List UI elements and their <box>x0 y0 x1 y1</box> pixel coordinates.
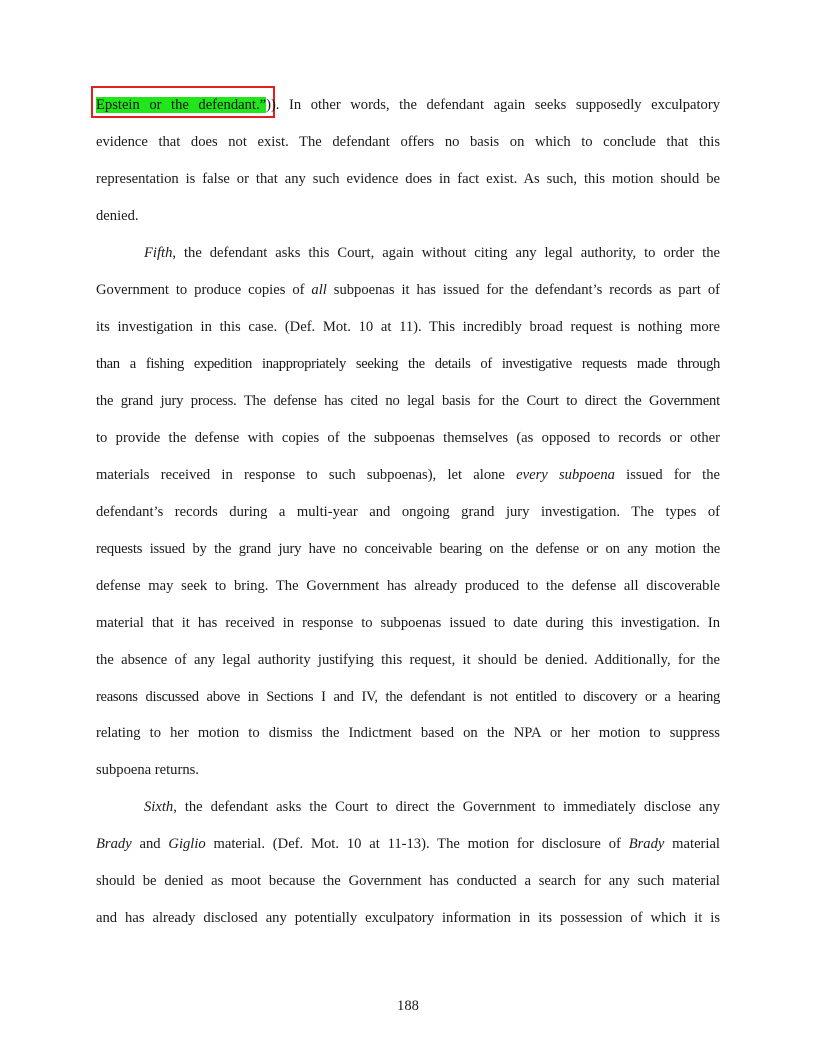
text-line-5: Fifth, the defendant asks this Court, again without citing any legal authority, to order the <box>144 245 720 261</box>
text-line-2: evidence that does not exist. The defendant offers no basis on which to conclude that this <box>96 134 720 150</box>
page-number: 188 <box>397 998 419 1014</box>
text-line-17: reasons discussed above in Sections I and IV, the defendant is not entitled to discovery or a hearing <box>96 689 720 705</box>
text-line-16: the absence of any legal authority justifying this request, it should be denied. Additionally, for the <box>96 652 720 668</box>
text-line-18: relating to her motion to dismiss the Indictment based on the NPA or her motion to suppress <box>96 725 720 741</box>
text-line-15: material that it has received in response to subpoenas issued to date during this investigation. In <box>96 615 720 631</box>
text-line-8: than a fishing expedition inappropriately seeking the details of investigative requests made through <box>96 356 720 372</box>
text-line-11: materials received in response to such subpoenas), let alone every subpoena issued for the <box>96 467 720 483</box>
text-line-9: the grand jury process. The defense has cited no legal basis for the Court to direct the Government <box>96 393 720 409</box>
text-line-12: defendant’s records during a multi-year and ongoing grand jury investigation. The types of <box>96 504 720 520</box>
text-line-21: Brady and Giglio material. (Def. Mot. 10 at 11-13). The motion for disclosure of Brady material <box>96 836 720 852</box>
text-line-14: defense may seek to bring. The Government has already produced to the defense all discoverable <box>96 578 720 594</box>
text-line-6: Government to produce copies of all subpoenas it has issued for the defendant’s records as part of <box>96 282 721 298</box>
text-line-4: denied. <box>96 208 139 224</box>
highlighted-text: Epstein or the defendant.” <box>96 97 267 113</box>
text-line-13: requests issued by the grand jury have no conceivable bearing on the defense or on any motion the <box>96 541 720 557</box>
text-line-10: to provide the defense with copies of the subpoenas themselves (as opposed to records or other <box>96 430 720 446</box>
text-line-1: Epstein or the defendant.”)). In other words, the defendant again seeks supposedly exculpatory <box>96 97 720 113</box>
text-line-3: representation is false or that any such evidence does in fact exist. As such, this motion should be <box>96 171 720 187</box>
text-line-20: Sixth, the defendant asks the Court to direct the Government to immediately disclose any <box>144 799 720 815</box>
text-line-7: its investigation in this case. (Def. Mot. 10 at 11). This incredibly broad request is nothing more <box>96 319 720 335</box>
text-line-23: and has already disclosed any potentially exculpatory information in its possession of which it is <box>96 910 720 926</box>
text-line-19: subpoena returns. <box>96 762 199 778</box>
text-line-22: should be denied as moot because the Government has conducted a search for any such material <box>96 873 720 889</box>
